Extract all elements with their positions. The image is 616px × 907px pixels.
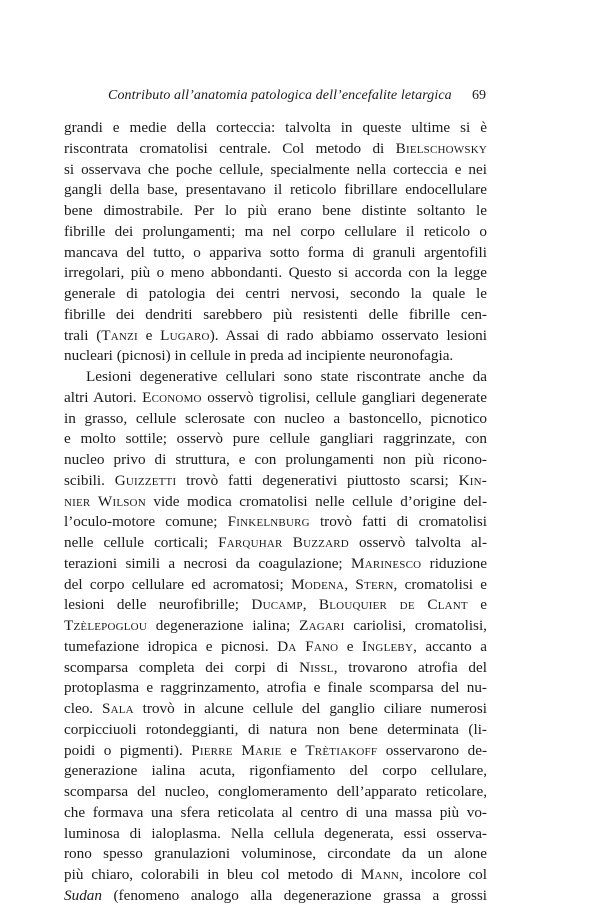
author-name: Trètiakoff [305, 741, 378, 759]
author-name: Lugaro [160, 326, 210, 344]
text-segment: vide modica cromatolisi nelle cellule d’origine del- [145, 492, 487, 510]
author-name: Pierre Marie [191, 741, 282, 759]
body-text [64, 118, 487, 907]
text-segment: e [137, 326, 161, 344]
text-line [64, 554, 487, 575]
text-line [64, 201, 487, 222]
text-line [64, 741, 487, 762]
text-line [64, 616, 487, 637]
author-name: Finkelnburg [227, 513, 310, 531]
text-segment: nucleari (picnosi) in cellule in preda ad incipiente neuronofagia. [64, 347, 454, 365]
author-name: Farquhar Buzzard [218, 534, 349, 551]
text-segment: corpicciuoli rotondeggianti, di natura non bene determinata (li- [64, 720, 487, 738]
text-line [64, 595, 487, 616]
italic-term: Sudan [64, 886, 102, 904]
text-segment: scibili. [64, 471, 115, 489]
text-line [64, 409, 487, 430]
text-line [64, 243, 487, 264]
text-segment: del corpo cellulare ed acromatosi; [64, 575, 292, 593]
text-line [64, 533, 487, 554]
text-segment: , [344, 575, 356, 593]
text-segment: l’oculo-motore comune; [64, 513, 228, 531]
text-segment: irregolari, più o meno abbondanti. Questo si accorda con la legge [64, 264, 487, 282]
text-segment: osservò talvolta al- [348, 534, 487, 551]
author-name: Da Fano [277, 637, 339, 655]
text-segment: terazioni simili a necrosi da coagulazione; [64, 554, 351, 572]
text-segment: scomparsa del nucleo, conglomeramento dell’apparato reticolare, [64, 783, 487, 800]
text-segment: generazione ialina acuta, rigonfiamento del corpo cellulare, [64, 762, 487, 780]
text-segment: grandi e medie della corteccia: talvolta in queste ultime si è [64, 119, 487, 136]
page-number: 69 [472, 88, 486, 103]
text-segment: fibrille dei dendriti sarebbero più resistenti delle fibrille cen- [64, 305, 487, 323]
text-line [64, 678, 487, 699]
author-name: Nissl [299, 658, 334, 676]
text-segment: e molto sottile; osservò pure cellule gangliari raggrinzate, con [64, 430, 487, 448]
author-name: Bielschowsky [395, 139, 487, 157]
text-line [64, 139, 487, 160]
text-segment: e [467, 596, 487, 614]
text-segment: scomparsa completa dei corpi di [64, 658, 300, 676]
text-line [64, 367, 487, 388]
text-segment: osservò tigrolisi, cellule gangliari degenerate [201, 388, 487, 406]
text-segment: , accanto a [413, 637, 487, 655]
text-segment: trali ( [64, 326, 102, 344]
text-segment: si osservava che poche cellule, specialmente nella corteccia e nei [64, 160, 487, 178]
text-line [64, 761, 487, 782]
text-segment: rono spesso granulazioni voluminose, circondate da un alone [64, 845, 487, 863]
author-name: Ingleby [362, 637, 414, 655]
text-line [64, 471, 487, 492]
text-segment: , [302, 596, 319, 614]
text-segment: (fenomeno analogo alla degenerazione grassa a grossi [101, 886, 487, 904]
running-title: Contributo all’anatomia patologica dell’encefalite letargica [108, 88, 452, 103]
text-line [64, 575, 487, 596]
author-name: Mann [360, 866, 399, 883]
author-name: Kin- [458, 471, 487, 489]
author-name: Modena [291, 575, 345, 593]
text-segment: nucleo privo di struttura, e con prolungamenti non più ricono- [64, 451, 487, 468]
author-name: nier Wilson [64, 492, 146, 510]
text-segment: gangli della base, presentavano il reticolo fibrillare endocellulare [64, 181, 487, 199]
text-segment: bene dimostrabile. Per lo più erano bene distinte soltanto le [64, 202, 487, 219]
text-segment: ). Assai di rado abbiamo osservato lesioni [209, 326, 487, 344]
text-segment: e [281, 741, 306, 759]
author-name: Economo [142, 388, 202, 406]
text-line [64, 886, 487, 907]
text-line [64, 284, 487, 305]
author-name: Tzèlepoglou [64, 617, 147, 634]
text-segment: tumefazione idropica e picnosi. [64, 637, 278, 655]
text-line [64, 844, 487, 865]
text-segment: trovò fatti di cromatolisi [309, 513, 487, 531]
text-line [64, 388, 487, 409]
text-segment: più chiaro, colorabili in bleu col metodo di [64, 866, 361, 883]
text-line [64, 346, 487, 367]
text-segment: Lesioni degenerative cellulari sono state riscontrate anche da [86, 368, 487, 385]
author-name: Tanzi [101, 326, 138, 344]
author-name: Blouquier de Clant [318, 596, 468, 614]
text-line [64, 222, 487, 243]
text-line [64, 160, 487, 181]
text-line [64, 450, 487, 471]
running-header [100, 88, 486, 108]
text-line [64, 720, 487, 741]
text-line [64, 492, 487, 513]
text-segment: osservarono de- [377, 741, 487, 759]
text-segment: mancava del tutto, o appariva sotto forma di granuli argentofili [64, 243, 487, 261]
text-line [64, 865, 487, 886]
text-segment: , trovarono atrofia del [333, 658, 487, 676]
text-line [64, 803, 487, 824]
text-line [64, 305, 487, 326]
text-segment: cariolisi, cromatolisi, [344, 617, 487, 634]
text-line [64, 429, 487, 450]
text-line [64, 658, 487, 679]
text-segment: altri Autori. [64, 388, 143, 406]
text-segment: nelle cellule corticali; [64, 534, 219, 551]
author-name: Stern [355, 575, 394, 593]
text-segment: luminosa di ialoplasma. Nella cellula degenerata, essi osserva- [64, 824, 487, 842]
text-line [64, 263, 487, 284]
text-line [64, 699, 487, 720]
text-segment: e [338, 637, 363, 655]
text-segment: degenerazione ialina; [146, 617, 300, 634]
text-segment: generale di patologia dei centri nervosi, secondo la quale le [64, 285, 487, 302]
text-segment: in grasso, cellule sclerosate con nucleo a bastoncello, picnotico [64, 409, 487, 427]
text-segment: , incolore col [398, 866, 487, 883]
text-segment: trovò fatti degenerativi piuttosto scarsi; [176, 471, 459, 489]
author-name: Guizzetti [114, 471, 177, 489]
author-name: Marinesco [351, 554, 422, 572]
text-segment: che formava una sfera reticolata al centro di una massa più vo- [64, 803, 487, 821]
text-segment: trovò in alcune cellule del ganglio ciliare numerosi [133, 700, 487, 717]
text-segment: riscontrata cromatolisi centrale. Col metodo di [64, 139, 396, 157]
text-line [64, 782, 487, 803]
text-segment: poidi o pigmenti). [64, 741, 192, 759]
text-line [64, 118, 487, 139]
text-segment: fibrille dei prolungamenti; ma nel corpo cellulare il reticolo o [64, 222, 487, 240]
text-segment: cleo. [64, 700, 102, 717]
author-name: Ducamp [251, 596, 303, 614]
text-line [64, 326, 487, 347]
text-segment: , cromatolisi e [393, 575, 487, 593]
text-segment: protoplasma e raggrinzamento, atrofia e finale scomparsa del nu- [64, 679, 487, 697]
text-segment: lesioni delle neurofibrille; [64, 596, 252, 614]
text-line [64, 512, 487, 533]
text-line [64, 824, 487, 845]
text-line [64, 180, 487, 201]
author-name: Sala [101, 700, 134, 717]
author-name: Zagari [299, 617, 345, 634]
text-line [64, 637, 487, 658]
text-segment: riduzione [421, 554, 487, 572]
